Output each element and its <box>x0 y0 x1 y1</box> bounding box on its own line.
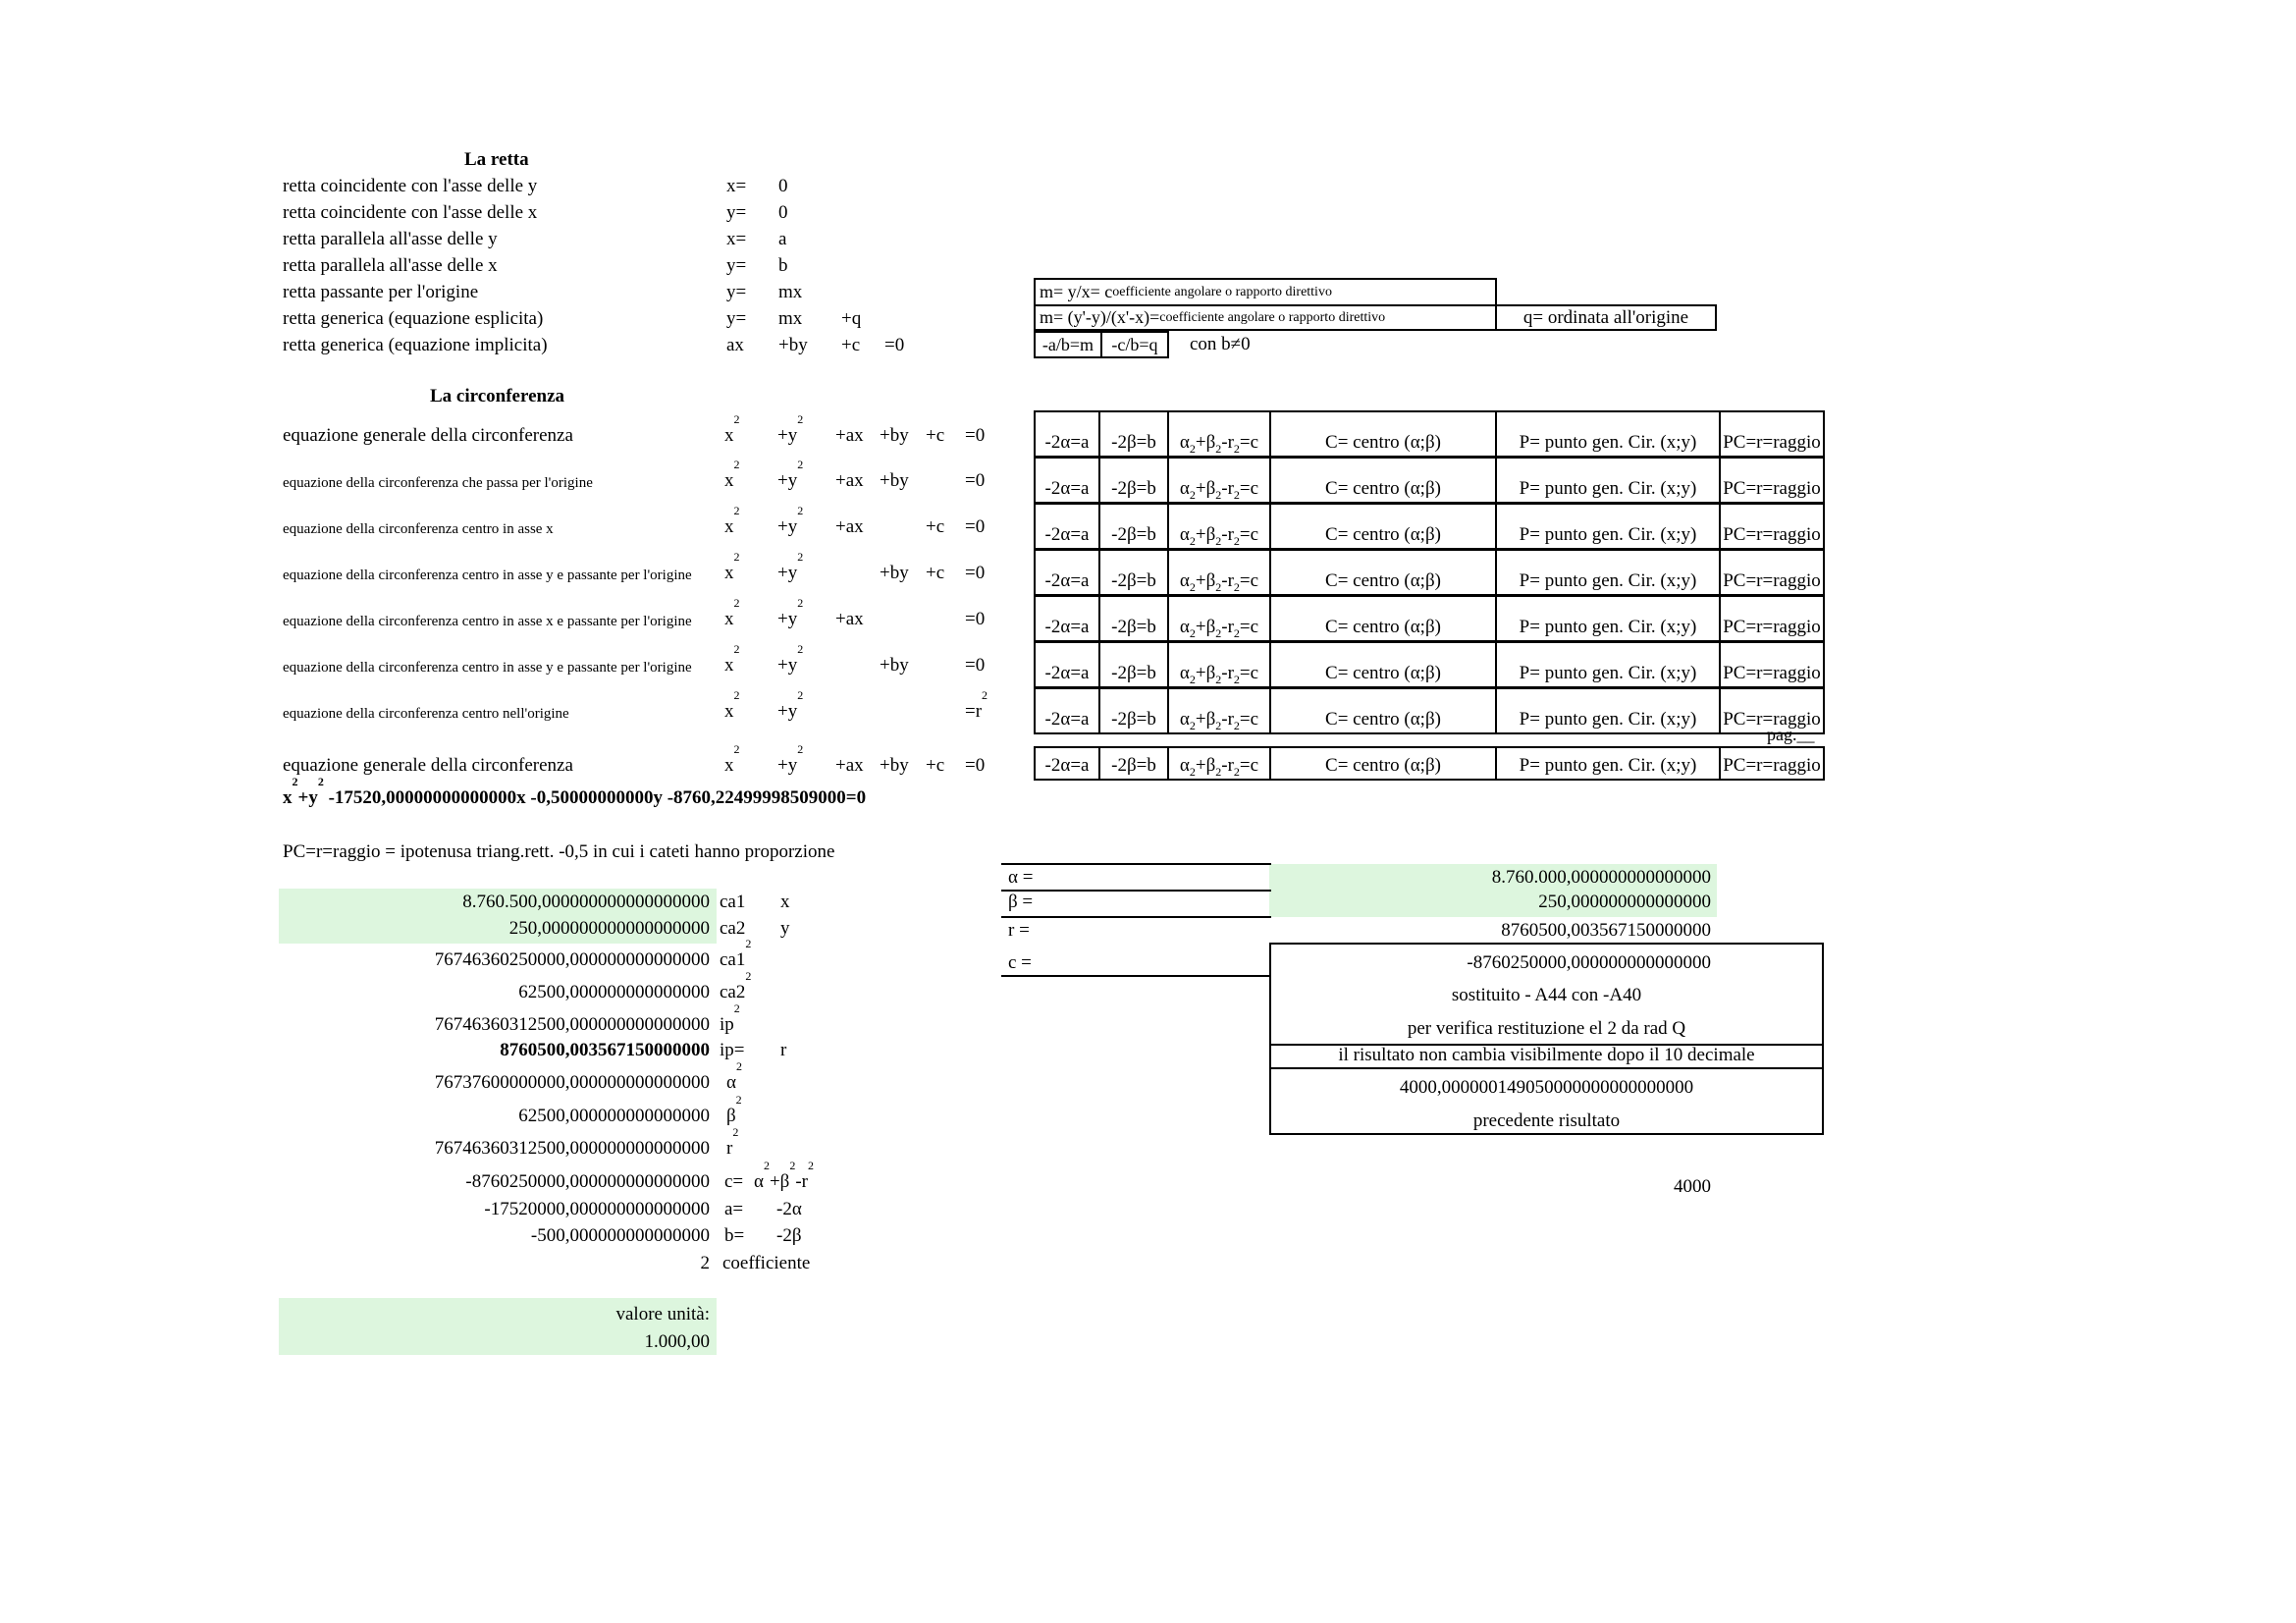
retta-equation-term: 0 <box>778 202 788 223</box>
retta-label: retta generica (equazione esplicita) <box>283 308 544 329</box>
beta-box: -2β=b <box>1098 595 1169 642</box>
retta-equation-term: y= <box>726 308 747 329</box>
retta-equation-term: mx <box>778 282 803 302</box>
raggio-box: PC=r=raggio <box>1719 457 1825 504</box>
term-x2: $x^2$ <box>724 688 740 722</box>
term-by: +by <box>880 655 909 676</box>
term-x2: $x^2$ <box>724 742 740 776</box>
calc-value: 8760500,003567150000000 <box>500 1040 710 1060</box>
punto-box: P= punto gen. Cir. (x;y) <box>1495 687 1721 734</box>
m-box-1: m= y/x= c oefficiente angolare o rapporto direttivo <box>1034 278 1497 305</box>
punto-box: P= punto gen. Cir. (x;y) <box>1495 549 1721 596</box>
punto-box: P= punto gen. Cir. (x;y) <box>1495 410 1721 458</box>
centro-box: C= centro (α;β) <box>1269 595 1497 642</box>
value-4000: 4000 <box>1674 1176 1711 1197</box>
term-y2: $+y^2$ <box>777 458 804 491</box>
c-relation-box: α $^2$ +β $^2$ -r $^2$ =c <box>1167 687 1271 734</box>
c-relation-box: α $^2$ +β $^2$ -r $^2$ =c <box>1167 410 1271 458</box>
circ-label: equazione della circonferenza centro in asse x <box>283 521 554 537</box>
raggio-box: PC=r=raggio <box>1719 410 1825 458</box>
calc-value: -8760250000,000000000000000 <box>465 1171 710 1192</box>
c-relation-box: α $^2$ +β $^2$ -r $^2$ =c <box>1167 503 1271 550</box>
term-ax: +ax <box>835 470 864 491</box>
calc-label: $ca2^2$ <box>720 969 752 1002</box>
punto-box: P= punto gen. Cir. (x;y) <box>1495 641 1721 688</box>
c-relation-box: α $^2$ +β $^2$ -r $^2$ =c <box>1167 746 1271 781</box>
rule <box>1001 916 1271 918</box>
term-eq0: =0 <box>965 470 986 491</box>
note-substituted: sostituito - A44 con -A40 <box>1451 985 1642 1005</box>
term-by: +by <box>880 425 909 446</box>
calc-symbol: $\alpha^2+\beta^2-r^2$ <box>754 1159 815 1192</box>
term-x2: $x^2$ <box>724 596 740 629</box>
alpha-box: -2α=a <box>1034 746 1100 781</box>
beta-box: -2β=b <box>1098 687 1169 734</box>
calc-value: 76737600000000,000000000000000 <box>434 1072 710 1093</box>
term-by: +by <box>880 470 909 491</box>
note-previous: precedente risultato <box>1472 1110 1621 1131</box>
raggio-box: PC=r=raggio <box>1719 687 1825 734</box>
beta-box: -2β=b <box>1098 410 1169 458</box>
term-y2: $+y^2$ <box>777 504 804 537</box>
circ-label: equazione della circonferenza centro in asse y e passante per l'origine <box>283 568 692 583</box>
retta-equation-term: b <box>778 255 788 276</box>
term-y2: $+y^2$ <box>777 596 804 629</box>
retta-label: retta passante per l'origine <box>283 282 479 302</box>
r-label: r = <box>1008 920 1030 941</box>
m-box-2: m= (y'-y)/(x'-x)= coefficiente angolare o rapporto direttivo <box>1034 304 1497 331</box>
retta-equation-term: =0 <box>884 335 905 355</box>
term-y2: $+y^2$ <box>777 642 804 676</box>
c-relation-box: α $^2$ +β $^2$ -r $^2$ =c <box>1167 595 1271 642</box>
raggio-box: PC=r=raggio <box>1719 549 1825 596</box>
punto-box: P= punto gen. Cir. (x;y) <box>1495 457 1721 504</box>
calc-symbol: y <box>780 918 790 939</box>
retta-equation-term: x= <box>726 229 747 249</box>
alpha-box: -2α=a <box>1034 503 1100 550</box>
term-y2: $+y^2$ <box>777 412 804 446</box>
c-value: -8760250000,000000000000000 <box>1467 952 1711 973</box>
calc-symbol: -2α <box>776 1199 802 1219</box>
term-eqr: $=r^2$ <box>965 688 988 722</box>
alpha-box: -2α=a <box>1034 457 1100 504</box>
page-number: pag.__ <box>1767 725 1815 744</box>
rule <box>1001 975 1271 977</box>
term-ax: +ax <box>835 755 864 776</box>
term-eq0: =0 <box>965 609 986 629</box>
calc-label: a= <box>724 1199 744 1219</box>
circ-title: La circonferenza <box>430 386 565 406</box>
condition-text: con b≠0 <box>1190 334 1251 354</box>
result-value: 4000,000000149050000000000000000 <box>1399 1077 1694 1098</box>
coef-label: coefficiente <box>722 1253 811 1273</box>
centro-box: C= centro (α;β) <box>1269 641 1497 688</box>
term-eq0: =0 <box>965 655 986 676</box>
punto-box: P= punto gen. Cir. (x;y) <box>1495 595 1721 642</box>
retta-equation-term: mx <box>778 308 803 329</box>
centro-box: C= centro (α;β) <box>1269 549 1497 596</box>
calc-value: 62500,000000000000000 <box>518 982 710 1002</box>
centro-box: C= centro (α;β) <box>1269 457 1497 504</box>
retta-equation-term: +by <box>778 335 808 355</box>
calc-intro: PC=r=raggio = ipotenusa triang.rett. -0,5 in cui i cateti hanno proporzione <box>283 841 835 862</box>
centro-box: C= centro (α;β) <box>1269 503 1497 550</box>
calc-symbol: -2β <box>776 1225 802 1246</box>
retta-equation-term: y= <box>726 282 747 302</box>
circ-label: equazione generale della circonferenza <box>283 755 573 776</box>
calc-value: -17520000,000000000000000 <box>484 1199 710 1219</box>
circ-label: equazione della circonferenza centro in asse y e passante per l'origine <box>283 660 692 676</box>
retta-label: retta generica (equazione implicita) <box>283 335 548 355</box>
term-y2: $+y^2$ <box>777 550 804 583</box>
term-c: +c <box>926 563 945 583</box>
rule <box>1001 890 1271 892</box>
circ-label: equazione della circonferenza centro nell'origine <box>283 706 569 722</box>
calc-label: ip= <box>720 1040 745 1060</box>
term-y2: $+y^2$ <box>777 688 804 722</box>
c-relation-box: α $^2$ +β $^2$ -r $^2$ =c <box>1167 641 1271 688</box>
alpha-box: -2α=a <box>1034 549 1100 596</box>
calc-label: $r^2$ <box>726 1125 739 1159</box>
term-c: +c <box>926 755 945 776</box>
beta-box: -2β=b <box>1098 549 1169 596</box>
retta-equation-term: y= <box>726 255 747 276</box>
term-x2: $x^2$ <box>724 550 740 583</box>
calc-value: 76746360250000,000000000000000 <box>434 949 710 970</box>
calc-label: b= <box>724 1225 745 1246</box>
retta-equation-term: ax <box>726 335 744 355</box>
alpha-box: -2α=a <box>1034 641 1100 688</box>
circle-formula: $x^2+y^2$ -17520,00000000000000x -0,50000000000y -8760,22499998509000=0 <box>283 775 867 808</box>
circ-label: equazione generale della circonferenza <box>283 425 573 446</box>
beta-box: -2β=b <box>1098 503 1169 550</box>
beta-label: β = <box>1008 892 1034 912</box>
calc-value: -500,000000000000000 <box>530 1225 710 1246</box>
beta-value: 250,000000000000000 <box>1538 892 1711 912</box>
calc-value: 76746360312500,000000000000000 <box>434 1138 710 1159</box>
raggio-box: PC=r=raggio <box>1719 595 1825 642</box>
calc-label: $ca1^2$ <box>720 937 752 970</box>
calc-value: 76746360312500,000000000000000 <box>434 1014 710 1035</box>
term-eq0: =0 <box>965 563 986 583</box>
calc-symbol: x <box>780 892 790 912</box>
retta-label: retta parallela all'asse delle y <box>283 229 498 249</box>
unit-value: 1.000,00 <box>644 1331 710 1352</box>
rule <box>1001 863 1271 865</box>
retta-label: retta parallela all'asse delle x <box>283 255 498 276</box>
term-y2: $+y^2$ <box>777 742 804 776</box>
note-verify: per verifica restituzione el 2 da rad Q <box>1407 1018 1686 1039</box>
centro-box: C= centro (α;β) <box>1269 687 1497 734</box>
note-decimal: il risultato non cambia visibilmente dopo il 10 decimale <box>1338 1045 1755 1065</box>
term-ax: +ax <box>835 425 864 446</box>
retta-equation-term: y= <box>726 202 747 223</box>
calc-label: $\alpha^2$ <box>726 1059 742 1093</box>
alpha-box: -2α=a <box>1034 595 1100 642</box>
calc-symbol: r <box>780 1040 787 1060</box>
punto-box: P= punto gen. Cir. (x;y) <box>1495 746 1721 781</box>
calc-value: 62500,000000000000000 <box>518 1106 710 1126</box>
centro-box: C= centro (α;β) <box>1269 410 1497 458</box>
c-label: c = <box>1008 952 1032 973</box>
term-eq0: =0 <box>965 516 986 537</box>
calc-value: 8.760.500,000000000000000000 <box>462 892 710 912</box>
term-by: +by <box>880 755 909 776</box>
c-relation-box: α $^2$ +β $^2$ -r $^2$ =c <box>1167 457 1271 504</box>
retta-label: retta coincidente con l'asse delle x <box>283 202 538 223</box>
term-x2: $x^2$ <box>724 504 740 537</box>
term-x2: $x^2$ <box>724 458 740 491</box>
calc-label: ca2 <box>720 918 746 939</box>
punto-box: P= punto gen. Cir. (x;y) <box>1495 503 1721 550</box>
term-eq0: =0 <box>965 755 986 776</box>
alpha-label: α = <box>1008 867 1034 888</box>
retta-label: retta coincidente con l'asse delle y <box>283 176 538 196</box>
retta-equation-term: +q <box>841 308 862 329</box>
calc-label: c= <box>724 1171 744 1192</box>
circ-label: equazione della circonferenza che passa per l'origine <box>283 475 593 491</box>
calc-value: 250,000000000000000000 <box>508 918 710 939</box>
unit-label: valore unità: <box>615 1304 710 1325</box>
term-by: +by <box>880 563 909 583</box>
alpha-box: -2α=a <box>1034 687 1100 734</box>
retta-equation-term: a <box>778 229 787 249</box>
calc-label: ca1 <box>720 892 746 912</box>
retta-equation-term: +c <box>841 335 861 355</box>
term-x2: $x^2$ <box>724 642 740 676</box>
raggio-box: PC=r=raggio <box>1719 641 1825 688</box>
beta-box: -2β=b <box>1098 641 1169 688</box>
term-c: +c <box>926 516 945 537</box>
alpha-box: -2α=a <box>1034 410 1100 458</box>
rule <box>1271 1067 1822 1069</box>
raggio-box: PC=r=raggio <box>1719 746 1825 781</box>
cb-box: -c/b=q <box>1100 331 1169 358</box>
r-value: 8760500,003567150000000 <box>1501 920 1711 941</box>
alpha-value: 8.760.000,000000000000000 <box>1491 867 1711 888</box>
term-x2: $x^2$ <box>724 412 740 446</box>
q-box: q= ordinata all'origine <box>1495 304 1717 331</box>
raggio-box: PC=r=raggio <box>1719 503 1825 550</box>
beta-box: -2β=b <box>1098 746 1169 781</box>
coef-number: 2 <box>700 1253 710 1273</box>
term-c: +c <box>926 425 945 446</box>
term-ax: +ax <box>835 609 864 629</box>
retta-equation-term: 0 <box>778 176 788 196</box>
retta-title: La retta <box>464 149 529 170</box>
term-ax: +ax <box>835 516 864 537</box>
retta-equation-term: x= <box>726 176 747 196</box>
ab-box: -a/b=m <box>1034 331 1102 358</box>
term-eq0: =0 <box>965 425 986 446</box>
centro-box: C= centro (α;β) <box>1269 746 1497 781</box>
beta-box: -2β=b <box>1098 457 1169 504</box>
c-relation-box: α $^2$ +β $^2$ -r $^2$ =c <box>1167 549 1271 596</box>
calc-label: $\beta^2$ <box>726 1093 742 1126</box>
circ-label: equazione della circonferenza centro in asse x e passante per l'origine <box>283 614 692 629</box>
calc-label: $ip^2$ <box>720 1001 740 1035</box>
